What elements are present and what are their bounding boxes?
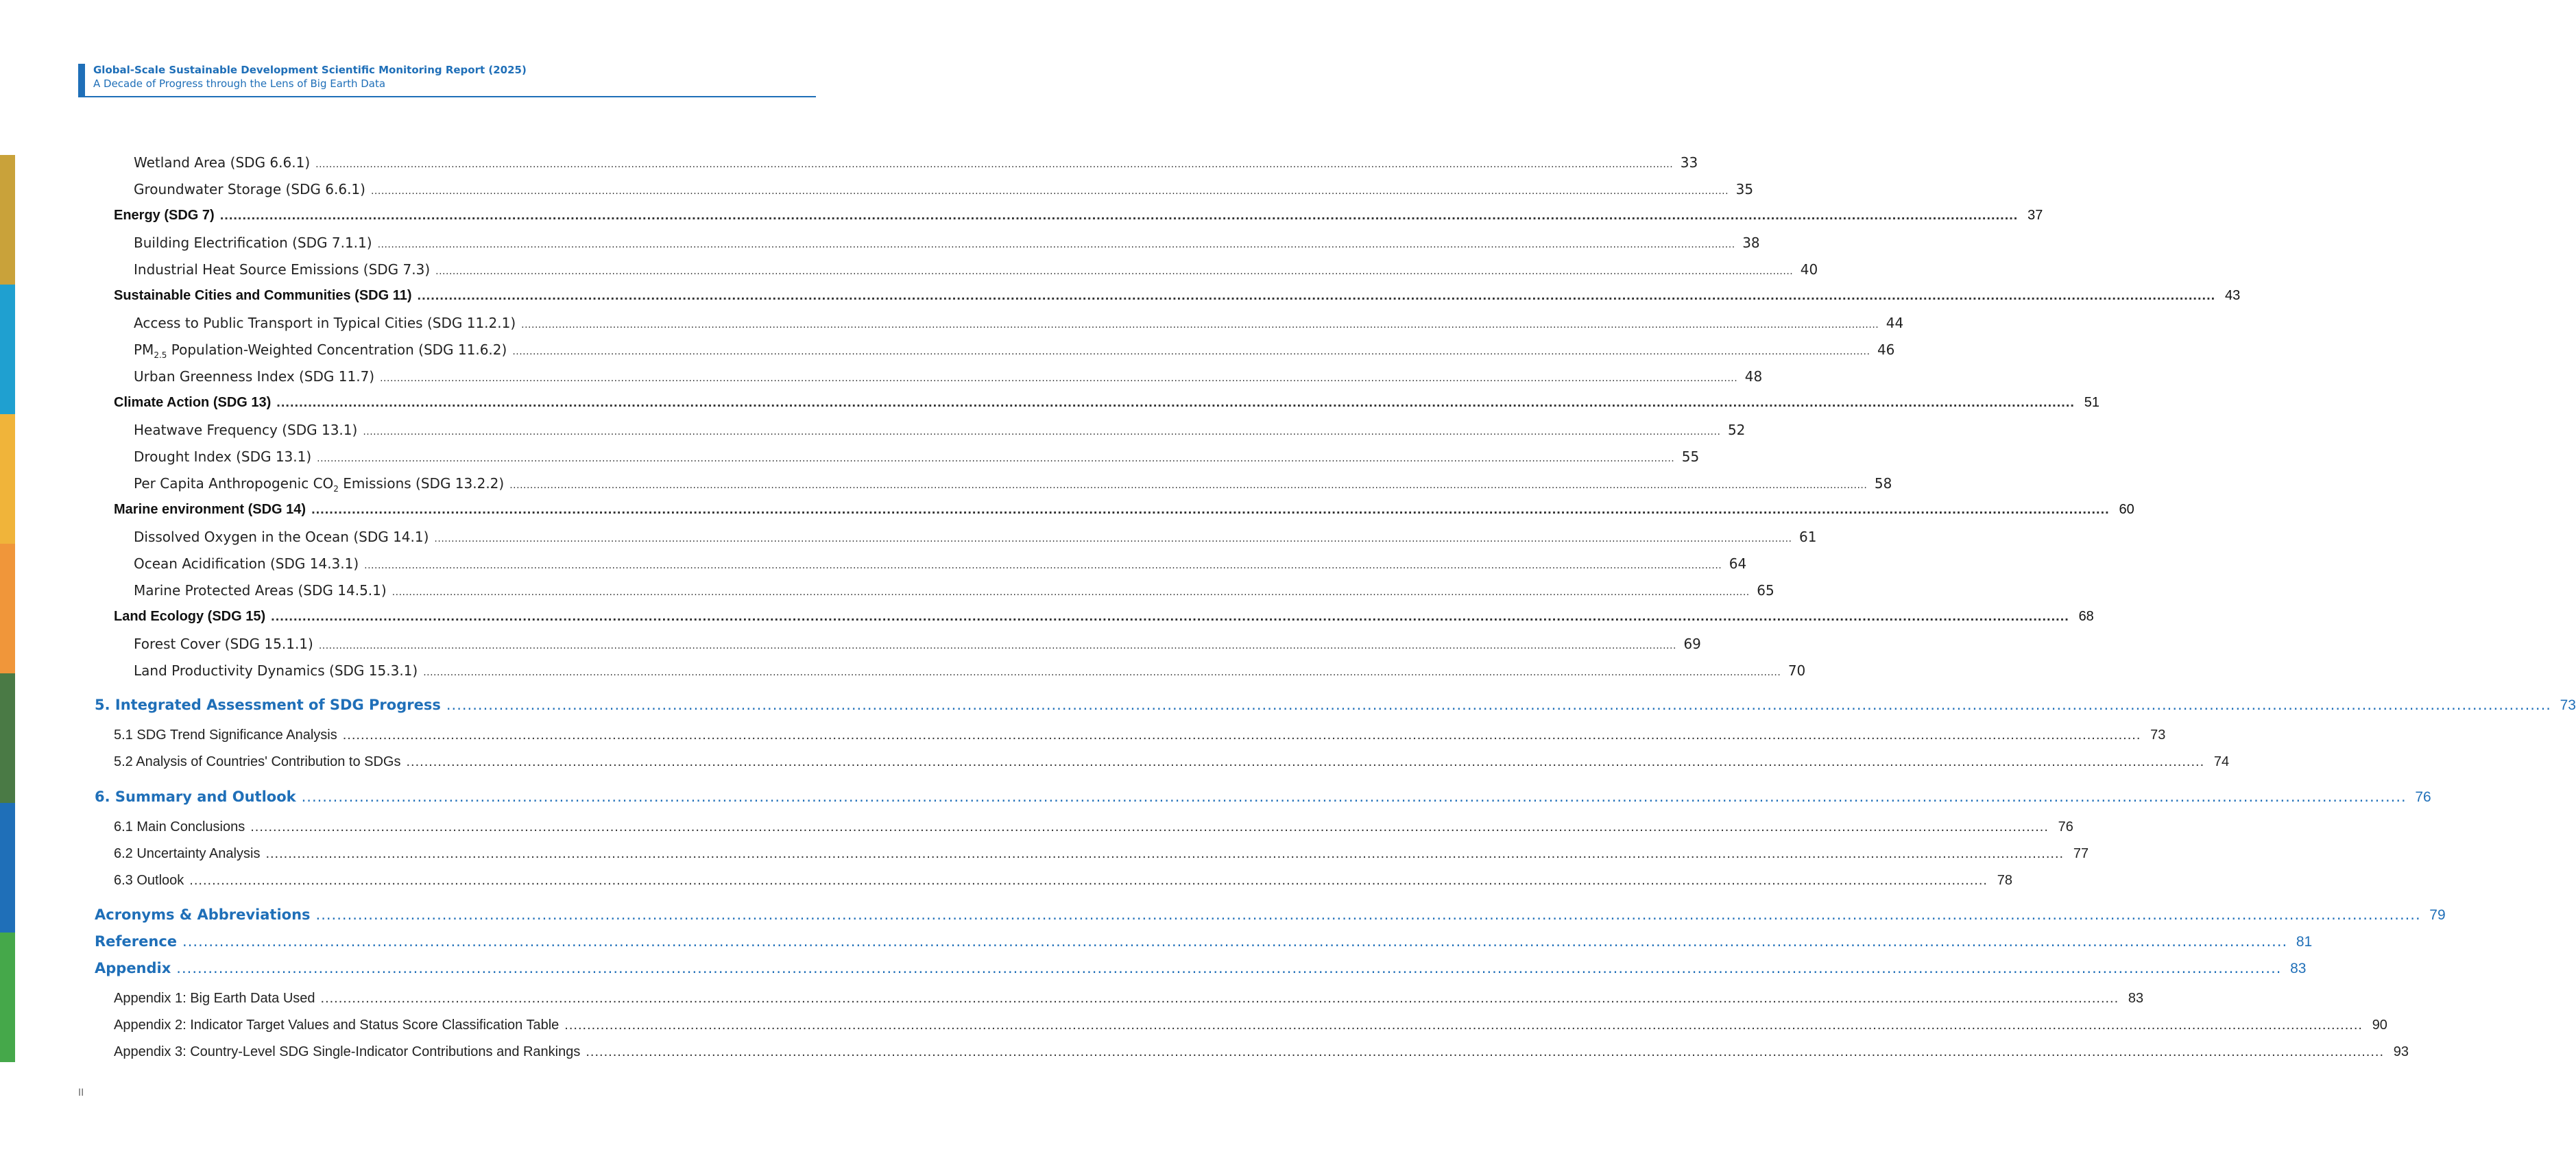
toc-entry[interactable] bbox=[114, 609, 2094, 625]
toc-page-number: 65 bbox=[1757, 582, 1774, 599]
toc-page-number: 76 bbox=[2415, 789, 2431, 805]
toc-entry[interactable] bbox=[114, 754, 2230, 770]
leader-dots: ................................................................................................................................................................................................................................................................................................................................................................................................................ bbox=[265, 846, 2065, 861]
toc-chapter-label: Appendix bbox=[95, 960, 171, 976]
toc-entry[interactable] bbox=[114, 1044, 2409, 1060]
leader-dots: ................................................................................................................................................................................................................................................................................................................................................................................................................ bbox=[434, 533, 1792, 544]
toc-entry[interactable] bbox=[134, 181, 1754, 197]
toc-chapter-label: Reference bbox=[95, 933, 178, 950]
toc-page-number: 40 bbox=[1800, 261, 1818, 278]
toc-entry-label: Sustainable Cities and Communities (SDG 11) bbox=[114, 288, 412, 303]
toc-page-number: 37 bbox=[2027, 208, 2043, 223]
leader-dots: ................................................................................................................................................................................................................................................................................................................................................................................................................ bbox=[406, 754, 2205, 769]
toc-page-number: 93 bbox=[2393, 1044, 2409, 1059]
toc-entry-label: Energy (SDG 7) bbox=[114, 208, 215, 223]
toc-entry-label: 5.2 Analysis of Countries' Contribution to SDGs bbox=[114, 754, 401, 769]
toc-chapter[interactable] bbox=[95, 697, 2576, 714]
toc-entry-label: 6.3 Outlook bbox=[114, 873, 184, 888]
toc-entry-label: Access to Public Transport in Typical Cities (SDG 11.2.1) bbox=[134, 315, 516, 331]
leader-dots: ................................................................................................................................................................................................................................................................................................................................................................................................................ bbox=[380, 373, 1738, 384]
toc-page-number: 38 bbox=[1742, 235, 1760, 251]
page-number: II bbox=[78, 1087, 84, 1098]
toc-chapter[interactable] bbox=[95, 789, 2431, 806]
toc-chapter-label: 5. Integrated Assessment of SDG Progress bbox=[95, 697, 441, 713]
toc-page-number: 58 bbox=[1874, 475, 1892, 492]
leader-dots: ................................................................................................................................................................................................................................................................................................................................................................................................................ bbox=[392, 587, 1750, 598]
toc-entry-label: Appendix 1: Big Earth Data Used bbox=[114, 991, 315, 1006]
toc-chapter[interactable] bbox=[95, 906, 2446, 924]
toc-entry-label: Industrial Heat Source Emissions (SDG 7.3) bbox=[134, 261, 431, 278]
leader-dots: ................................................................................................................................................................................................................................................................................................................................................................................................................ bbox=[250, 819, 2049, 834]
toc-page-number: 68 bbox=[2078, 609, 2094, 624]
toc-page-number: 35 bbox=[1735, 181, 1754, 197]
leader-dots: ................................................................................................................................................................................................................................................................................................................................................................................................................ bbox=[176, 960, 2282, 976]
toc-entry-label: 6.1 Main Conclusions bbox=[114, 819, 245, 834]
leader-dots: ................................................................................................................................................................................................................................................................................................................................................................................................................ bbox=[435, 266, 1794, 277]
toc-entry[interactable] bbox=[114, 873, 2012, 889]
leader-dots: ................................................................................................................................................................................................................................................................................................................................................................................................................ bbox=[301, 789, 2407, 805]
leader-dots: ................................................................................................................................................................................................................................................................................................................................................................................................................ bbox=[370, 186, 1729, 197]
toc-entry-label: Drought Index (SDG 13.1) bbox=[134, 448, 312, 465]
toc-entry-label: Dissolved Oxygen in the Ocean (SDG 14.1) bbox=[134, 529, 429, 545]
toc-entry[interactable] bbox=[114, 208, 2043, 224]
leader-dots: ................................................................................................................................................................................................................................................................................................................................................................................................................ bbox=[364, 560, 1722, 571]
toc-entry[interactable] bbox=[134, 261, 1818, 278]
toc-page-number: 46 bbox=[1877, 341, 1895, 358]
toc-page-number: 81 bbox=[2296, 934, 2313, 950]
leader-dots: ................................................................................................................................................................................................................................................................................................................................................................................................................ bbox=[512, 346, 1870, 357]
toc-entry[interactable] bbox=[114, 991, 2144, 1007]
leader-dots: ................................................................................................................................................................................................................................................................................................................................................................................................................ bbox=[564, 1018, 2363, 1033]
toc-chapter-label: 6. Summary and Outlook bbox=[95, 789, 296, 805]
leader-dots: ................................................................................................................................................................................................................................................................................................................................................................................................................ bbox=[318, 640, 1676, 651]
toc-page-number: 73 bbox=[2150, 728, 2166, 743]
toc-entry[interactable] bbox=[134, 315, 1904, 331]
toc-entry[interactable] bbox=[114, 1018, 2387, 1033]
toc-page-number: 43 bbox=[2224, 288, 2241, 303]
toc-entry[interactable] bbox=[114, 288, 2241, 304]
toc-entry[interactable] bbox=[134, 341, 1895, 360]
leader-dots: ................................................................................................................................................................................................................................................................................................................................................................................................................ bbox=[311, 502, 2110, 517]
toc-page-number: 64 bbox=[1729, 555, 1747, 572]
leader-dots: ................................................................................................................................................................................................................................................................................................................................................................................................................ bbox=[363, 426, 1721, 437]
toc-entry-label: Per Capita Anthropogenic $CO_2$ Emissions (SDG 13.2.2) bbox=[134, 475, 505, 494]
leader-dots: ................................................................................................................................................................................................................................................................................................................................................................................................................ bbox=[342, 728, 2141, 743]
leader-dots: ................................................................................................................................................................................................................................................................................................................................................................................................................ bbox=[182, 933, 2288, 950]
toc-entry[interactable] bbox=[114, 819, 2073, 835]
toc-entry[interactable] bbox=[134, 235, 1760, 251]
toc-entry[interactable] bbox=[114, 502, 2134, 518]
toc-entry[interactable] bbox=[134, 448, 1700, 465]
toc-entry-label: Marine environment (SDG 14) bbox=[114, 502, 306, 517]
toc-page-number: 73 bbox=[2560, 697, 2576, 713]
leader-dots: ................................................................................................................................................................................................................................................................................................................................................................................................................ bbox=[446, 697, 2551, 713]
report-subtitle: A Decade of Progress through the Lens of Big Earth Data bbox=[93, 77, 386, 90]
toc-entry-label: Heatwave Frequency (SDG 13.1) bbox=[134, 422, 358, 438]
leader-dots: ................................................................................................................................................................................................................................................................................................................................................................................................................ bbox=[315, 906, 2421, 923]
toc-entry[interactable] bbox=[134, 636, 1701, 652]
toc-entry[interactable] bbox=[134, 662, 1806, 679]
toc-page-number: 33 bbox=[1680, 154, 1698, 171]
toc-page-number: 77 bbox=[2073, 846, 2089, 861]
toc-chapter[interactable] bbox=[95, 960, 2307, 977]
toc-page-number: 69 bbox=[1683, 636, 1701, 652]
toc-entry-label: $PM_{2.5}$ Population-Weighted Concentration (SDG 11.6.2) bbox=[134, 341, 507, 360]
toc-entry-label: 5.1 SDG Trend Significance Analysis bbox=[114, 728, 337, 743]
toc-entry[interactable] bbox=[134, 422, 1746, 438]
toc-chapter[interactable] bbox=[95, 933, 2313, 950]
toc-entry[interactable] bbox=[134, 154, 1698, 171]
toc-entry-label: Land Productivity Dynamics (SDG 15.3.1) bbox=[134, 662, 418, 679]
toc-chapter-label: Acronyms & Abbreviations bbox=[95, 906, 311, 923]
toc-page-number: 79 bbox=[2429, 907, 2446, 923]
toc-page-number: 61 bbox=[1799, 529, 1817, 545]
leader-dots: ................................................................................................................................................................................................................................................................................................................................................................................................................ bbox=[423, 667, 1781, 678]
toc-entry-label: Appendix 3: Country-Level SDG Single-Indicator Contributions and Rankings bbox=[114, 1044, 581, 1059]
toc-entry[interactable] bbox=[134, 368, 1763, 385]
toc-entry[interactable] bbox=[114, 846, 2089, 862]
toc-entry-label: Urban Greenness Index (SDG 11.7) bbox=[134, 368, 375, 385]
toc-entry-label: Building Electrification (SDG 7.1.1) bbox=[134, 235, 372, 251]
toc-page-number: 70 bbox=[1787, 662, 1806, 679]
leader-dots: ................................................................................................................................................................................................................................................................................................................................................................................................................ bbox=[521, 320, 1879, 330]
toc-entry-label: Climate Action (SDG 13) bbox=[114, 395, 272, 410]
leader-dots: ................................................................................................................................................................................................................................................................................................................................................................................................................ bbox=[320, 991, 2119, 1006]
report-title: Global-Scale Sustainable Development Scientific Monitoring Report (2025) bbox=[93, 64, 527, 76]
toc-page-number: 83 bbox=[2128, 991, 2144, 1006]
leader-dots: ................................................................................................................................................................................................................................................................................................................................................................................................................ bbox=[377, 239, 1735, 250]
toc-page-number: 48 bbox=[1744, 368, 1763, 385]
leader-dots: ................................................................................................................................................................................................................................................................................................................................................................................................................ bbox=[417, 288, 2216, 303]
leader-dots: ................................................................................................................................................................................................................................................................................................................................................................................................................ bbox=[315, 159, 1674, 170]
leader-dots: ................................................................................................................................................................................................................................................................................................................................................................................................................ bbox=[509, 480, 1868, 491]
leader-dots: ................................................................................................................................................................................................................................................................................................................................................................................................................ bbox=[276, 395, 2075, 410]
leader-dots: ................................................................................................................................................................................................................................................................................................................................................................................................................ bbox=[317, 453, 1675, 464]
toc-entry[interactable] bbox=[114, 395, 2099, 411]
toc-entry-label: Groundwater Storage (SDG 6.6.1) bbox=[134, 181, 365, 197]
leader-dots: ................................................................................................................................................................................................................................................................................................................................................................................................................ bbox=[219, 208, 2019, 223]
toc-page-number: 44 bbox=[1886, 315, 1904, 331]
toc-entry-label: Forest Cover (SDG 15.1.1) bbox=[134, 636, 313, 652]
toc-page-number: 83 bbox=[2290, 961, 2307, 976]
toc-page-number: 74 bbox=[2213, 754, 2230, 769]
toc-entry-label: Land Ecology (SDG 15) bbox=[114, 609, 266, 624]
toc-entry[interactable] bbox=[134, 582, 1774, 599]
toc-entry-label: Wetland Area (SDG 6.6.1) bbox=[134, 154, 311, 171]
toc-page-number: 51 bbox=[2084, 395, 2099, 410]
toc-entry[interactable] bbox=[114, 728, 2166, 743]
toc-page-number: 78 bbox=[1997, 873, 2012, 888]
toc-entry-label: Ocean Acidification (SDG 14.3.1) bbox=[134, 555, 359, 572]
toc-entry-label: 6.2 Uncertainty Analysis bbox=[114, 846, 261, 861]
leader-dots: ................................................................................................................................................................................................................................................................................................................................................................................................................ bbox=[586, 1044, 2385, 1059]
toc-page-number: 55 bbox=[1681, 448, 1700, 465]
toc-entry[interactable] bbox=[134, 529, 1817, 545]
toc-page-number: 52 bbox=[1727, 422, 1746, 438]
toc-entry[interactable] bbox=[134, 555, 1747, 572]
toc-page-number: 60 bbox=[2119, 502, 2134, 517]
toc-entry-label: Appendix 2: Indicator Target Values and Status Score Classification Table bbox=[114, 1018, 559, 1033]
toc-entry-label: Marine Protected Areas (SDG 14.5.1) bbox=[134, 582, 387, 599]
leader-dots: ................................................................................................................................................................................................................................................................................................................................................................................................................ bbox=[271, 609, 2069, 624]
leader-dots: ................................................................................................................................................................................................................................................................................................................................................................................................................ bbox=[189, 873, 1988, 888]
toc-entry[interactable] bbox=[134, 475, 1892, 494]
toc-page-number: 76 bbox=[2058, 819, 2073, 834]
toc-page-number: 90 bbox=[2372, 1018, 2387, 1033]
